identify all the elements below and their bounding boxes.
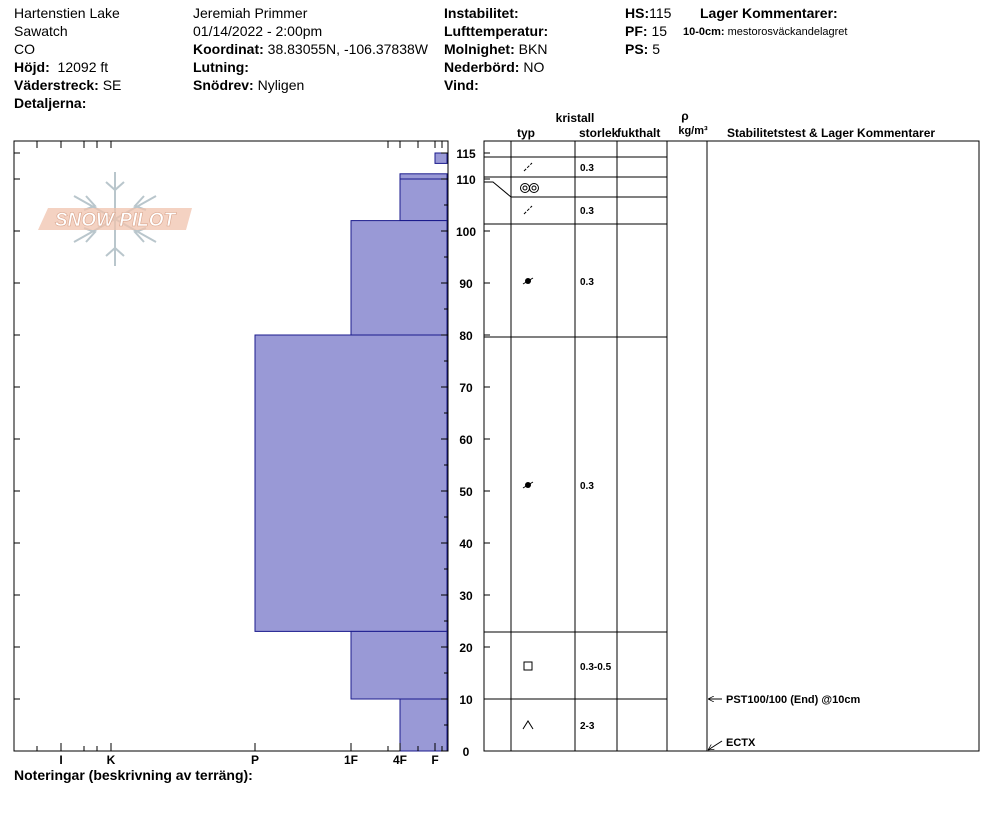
crystal-size-0: 0.3 bbox=[580, 163, 594, 174]
hardness-bar-1 bbox=[400, 174, 447, 179]
pf-label: PF: bbox=[625, 23, 648, 39]
connector-110 bbox=[484, 182, 511, 197]
crystal-icon-decomposing bbox=[524, 206, 532, 214]
x-tick-label-I: I bbox=[59, 753, 63, 767]
y-tick-label-110: 110 bbox=[456, 173, 476, 187]
observer-name: Jeremiah Primmer bbox=[193, 5, 308, 21]
y-tick-label-20: 20 bbox=[459, 641, 473, 655]
slope-label: Lutning: bbox=[193, 59, 249, 75]
sky-value: BKN bbox=[518, 41, 548, 57]
x-tick-label-1F: 1F bbox=[343, 753, 359, 767]
crystal-icon-rounded bbox=[523, 278, 533, 284]
observation-datetime: 01/14/2022 - 2:00pm bbox=[193, 23, 323, 39]
y-tick-label-10: 10 bbox=[459, 693, 473, 707]
pf-value: 15 bbox=[651, 23, 668, 39]
hs-label: HS: bbox=[625, 5, 650, 21]
wind-transport-label: Snödrev: bbox=[193, 77, 254, 93]
state-name: CO bbox=[14, 41, 35, 57]
x-tick-label-K: K bbox=[106, 753, 116, 767]
layer-comments-label: Lager Kommentarer: bbox=[700, 5, 838, 21]
y-tick-label-0: 0 bbox=[462, 745, 470, 759]
elevation-label: Höjd: bbox=[14, 59, 50, 75]
precip-value: NO bbox=[523, 59, 545, 75]
layer-table-frame bbox=[484, 141, 979, 751]
y-tick-label-50: 50 bbox=[459, 485, 473, 499]
y-tick-label-60: 60 bbox=[459, 433, 473, 447]
hardness-bar-3 bbox=[351, 221, 447, 335]
x-tick-label-P: P bbox=[250, 753, 260, 767]
col-header-stability: Stabilitetstest & Lager Kommentarer bbox=[727, 126, 936, 140]
stability-test-0: PST100/100 (End) @10cm bbox=[726, 694, 861, 706]
ps-label: PS: bbox=[625, 41, 649, 57]
coordinate-value: 38.83055N, -106.37838W bbox=[267, 41, 428, 57]
range-name: Sawatch bbox=[14, 23, 68, 39]
crystal-size-4: 0.3 bbox=[580, 481, 594, 492]
col-header-kristall: kristall bbox=[555, 111, 595, 125]
crystal-size-3: 0.3 bbox=[580, 277, 594, 288]
sky-label: Molnighet: bbox=[444, 41, 515, 57]
coordinate-label: Koordinat: bbox=[193, 41, 264, 57]
air-temp-label: Lufttemperatur: bbox=[444, 23, 549, 39]
elevation-value: 12092 ft bbox=[57, 59, 109, 75]
crystal-size-5: 0.3-0.5 bbox=[580, 662, 612, 673]
snowpilot-logo bbox=[38, 172, 192, 266]
crystal-icon-decomposing bbox=[524, 163, 532, 171]
terrain-notes-label: Noteringar (beskrivning av terräng): bbox=[14, 767, 253, 783]
y-tick-label-70: 70 bbox=[459, 381, 473, 395]
crystal-icon-faceted bbox=[524, 662, 532, 670]
col-header-storlek: storlek bbox=[579, 126, 619, 140]
col-header-fukthalt: fukthalt bbox=[617, 126, 661, 140]
crystal-icon-depth-hoar bbox=[523, 721, 533, 729]
instability-label: Instabilitet: bbox=[444, 5, 519, 21]
col-header-rho: ρ bbox=[681, 109, 689, 123]
precip-label: Nederbörd: bbox=[444, 59, 520, 75]
ps-value: 5 bbox=[652, 41, 661, 57]
crystal-size-2: 0.3 bbox=[580, 206, 594, 217]
crystal-icon-rounded bbox=[523, 482, 533, 488]
details-label: Detaljerna: bbox=[14, 95, 87, 111]
y-tick-label-40: 40 bbox=[459, 537, 473, 551]
x-tick-label-4F: 4F bbox=[392, 753, 408, 767]
crystal-icon-graupel bbox=[521, 184, 539, 193]
hardness-bar-5 bbox=[351, 631, 447, 699]
hs-value: 115 bbox=[649, 5, 672, 21]
layer-comment-depth: 10-0cm: bbox=[683, 26, 725, 38]
col-header-density-unit: kg/m³ bbox=[678, 125, 708, 137]
y-tick-label-80: 80 bbox=[459, 329, 473, 343]
y-tick-label-90: 90 bbox=[459, 277, 473, 291]
wind-label: Vind: bbox=[444, 77, 479, 93]
x-tick-label-F: F bbox=[431, 753, 439, 767]
col-header-typ: typ bbox=[517, 126, 535, 140]
y-tick-label-100: 100 bbox=[455, 225, 477, 239]
location-name: Hartenstien Lake bbox=[14, 5, 120, 21]
hardness-bar-2 bbox=[400, 179, 447, 221]
crystal-size-6: 2-3 bbox=[580, 721, 595, 732]
stability-tests bbox=[708, 694, 860, 750]
hardness-bar-6 bbox=[400, 699, 447, 751]
wind-transport-value: Nyligen bbox=[257, 77, 305, 93]
aspect-label: Väderstreck: bbox=[14, 77, 99, 93]
hardness-bar-0 bbox=[435, 153, 447, 163]
stability-test-1: ECTX bbox=[726, 737, 756, 749]
aspect-value: SE bbox=[102, 77, 122, 93]
logo-text: SNOW PILOT bbox=[54, 210, 176, 231]
stability-arrow-1 bbox=[708, 741, 722, 750]
hardness-bar-4 bbox=[255, 335, 447, 631]
y-tick-label-30: 30 bbox=[459, 589, 473, 603]
layer-comment-text: mestorosväckandelagret bbox=[727, 26, 848, 38]
y-tick-label-115: 115 bbox=[456, 147, 476, 161]
hardness-bars bbox=[255, 153, 447, 751]
